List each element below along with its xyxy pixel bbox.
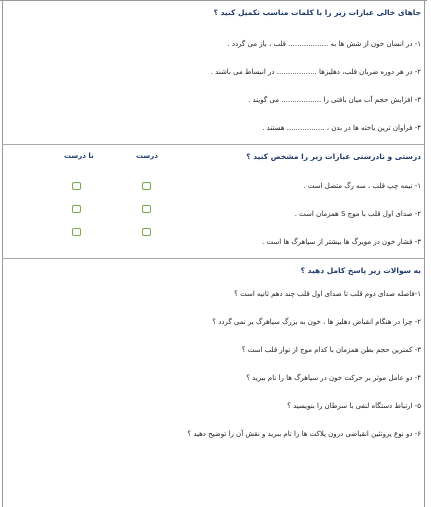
section3-item-1: ۱-فاصله صدای دوم قلب تا صدای اول قلب چند دهم ثانیه است ؟ — [234, 290, 421, 298]
section1-item-2: ۲- در هر دوره ضربان قلب، دهلیزها .................. در انبساط می باشند . — [210, 68, 421, 76]
page-border-left — [2, 0, 3, 507]
section3-item-2: ۲- چرا در هنگام انقباض دهلیز ها ، خون به بزرگ سیاهرگ بر نمی گردد ؟ — [212, 318, 421, 326]
true-checkbox-2[interactable] — [142, 205, 151, 213]
section1-title: جاهای خالی عبارات زیر را با کلمات مناسب تکمیل کنید ؟ — [213, 8, 421, 17]
page-border-top — [0, 0, 427, 1]
true-checkbox-1[interactable] — [142, 182, 151, 190]
column-true-label: درست — [136, 152, 158, 160]
false-checkbox-1[interactable] — [72, 182, 81, 190]
section3-item-6: ۶- دو نوع پروتئین انقباضی درون پلاکت ها را نام ببرید و نقش آن را توضیح دهید ؟ — [187, 430, 421, 438]
section-divider — [2, 144, 425, 145]
section3-title: به سوالات زیر پاسخ کامل دهید ؟ — [300, 266, 421, 275]
section3-item-4: ۴- دو عامل موثر بر حرکت خون در سیاهرگ ها را نام ببرید ؟ — [246, 374, 421, 382]
section1-item-3: ۳- افزایش حجم آب میان بافتی را .................. می گویند . — [248, 96, 421, 104]
section-divider — [2, 258, 425, 259]
section1-item-4: ۴- فراوان ترین یاخته ها در بدن ، ................. هستند . — [262, 124, 421, 132]
section2-item-3: ۳- فشار خون در مویرگ ها بیشتر از سیاهرگ ها است . — [262, 238, 421, 246]
section3-item-3: ۳- کمترین حجم بطن همزمان با کدام موج از نوار قلب است ؟ — [241, 346, 421, 354]
section2-item-1: ۱- نیمه چپ قلب ، سه رگ متصل است . — [303, 182, 421, 190]
section1-item-1: ۱- در انسان خون از شش ها به .................. قلب ، باز می گردد . — [227, 40, 421, 48]
false-checkbox-2[interactable] — [72, 205, 81, 213]
section2-item-2: ۲- صدای اول قلب با موج S همزمان است . — [294, 210, 421, 218]
section3-item-5: ۵- ارتباط دستگاه لنفی با سرطان را بنویسید ؟ — [287, 402, 421, 410]
column-false-label: نا درست — [64, 152, 94, 160]
page-border-right — [424, 0, 425, 507]
true-checkbox-3[interactable] — [142, 228, 151, 236]
false-checkbox-3[interactable] — [72, 228, 81, 236]
section2-title: درستی و نادرستی عبارات زیر را مشخص کنید ؟ — [246, 152, 421, 161]
